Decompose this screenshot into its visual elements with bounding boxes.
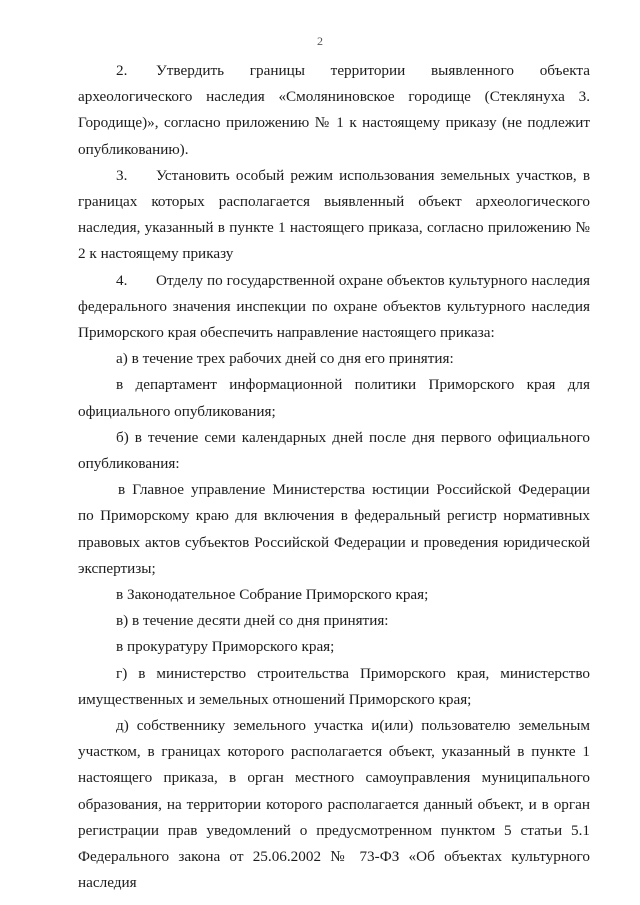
subitem-a: а) в течение трех рабочих дней со дня его принятия: [116, 350, 454, 368]
subitem-c: в) в течение десяти дней со дня принятия: [116, 612, 389, 630]
subitem-b-recipient-2: в Законодательное Собрание Приморского края; [116, 586, 429, 604]
paragraph-text: Отделу по государственной охране объектов культурного наследия федерального значения инспекции по охране объектов культурного наследия Приморского края обеспечить направление настоящего приказа: [78, 271, 590, 342]
page-number: 2 [317, 34, 323, 48]
subitem-b: б) в течение семи календарных дней после дня первого официального опубликования: [78, 428, 590, 473]
subitem-e: д) собственнику земельного участка и(или) пользователю земельным участком, в границах которого располагается объект, указанный в пункте 1 настоящего приказа, в орган местного самоуправления муниципального образования, на территории которого располагается данный объект, и в орган регистрации прав уведомлений о предусмотренном пунктом 5 статьи 5.1 Федерального закона от 25.06.2002 № 73-ФЗ «Об объектах культурного наследия [78, 717, 590, 892]
paragraph-4 [78, 268, 590, 347]
subitem-b-recipient-1: в Главное управление Министерства юстиции Российской Федерации по Приморскому краю для включения в федеральный регистр нормативных правовых актов субъектов Российской Федерации и проведения юридической экспертизы; [78, 481, 590, 577]
paragraph-text: Утвердить границы территории выявленного объекта археологического наследия «Смоляниновское городище (Стеклянуха 3. Городище)», согласно приложению № 1 к настоящему приказу (не подлежит опубликованию). [78, 62, 590, 158]
paragraph-number: 4. [116, 271, 128, 289]
paragraph-text: Установить особый режим использования земельных участков, в границах которых располагается выявленный объект археологического наследия, указанный в пункте 1 настоящего приказа, согласно приложению № 2 к настоящему приказу [78, 166, 590, 263]
paragraph-3 [78, 163, 590, 268]
paragraph-number: 2. [116, 62, 128, 79]
document-body [78, 58, 590, 897]
subitem-a-recipient: в департамент информационной политики Приморского края для официального опубликования; [78, 376, 590, 420]
subitem-c-recipient: в прокуратуру Приморского края; [116, 638, 335, 656]
subitem-d: г) в министерство строительства Приморского края, министерство имущественных и земельных отношений Приморского края; [78, 664, 590, 708]
paragraph-number: 3. [116, 166, 128, 184]
paragraph-2 [78, 58, 590, 163]
